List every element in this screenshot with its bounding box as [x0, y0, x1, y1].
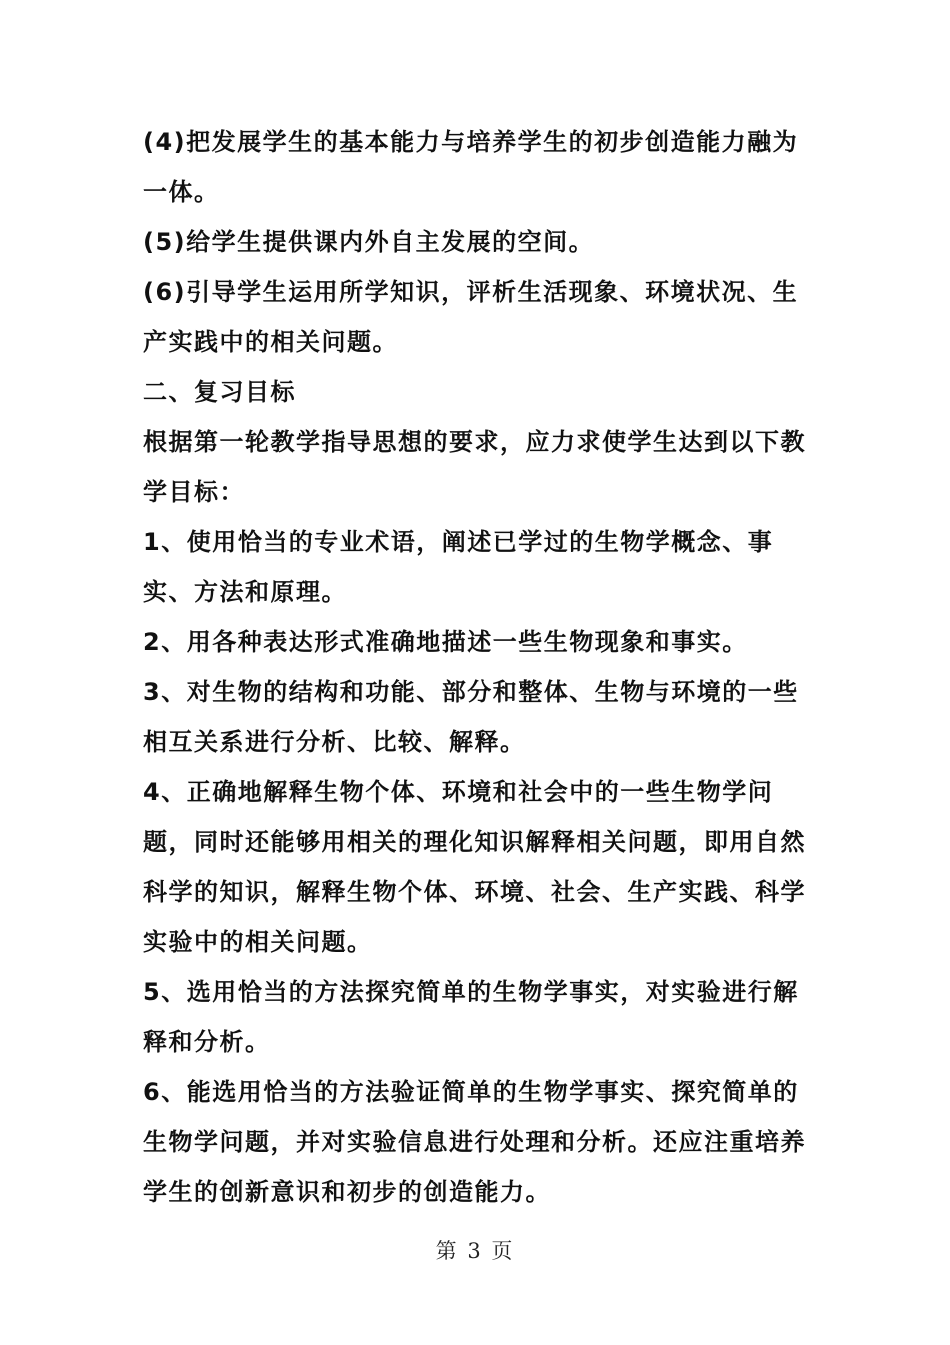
section-heading-review-goals: 二、复习目标: [143, 378, 296, 406]
goal-item-2: 2、用各种表达形式准确地描述一些生物现象和事实。: [143, 628, 748, 656]
paragraph-item-4: (4)把发展学生的基本能力与培养学生的初步创造能力融为一体。: [143, 128, 799, 206]
page-number: 第 3 页: [435, 1239, 515, 1263]
document-body: [143, 117, 813, 1217]
paragraph-item-5: (5)给学生提供课内外自主发展的空间。: [143, 228, 595, 256]
goal-item-3: 3、对生物的结构和功能、部分和整体、生物与环境的一些相互关系进行分析、比较、解释。: [143, 678, 799, 756]
paragraph-item-6: (6)引导学生运用所学知识，评析生活现象、环境状况、生产实践中的相关问题。: [143, 278, 799, 356]
goal-item-5: 5、选用恰当的方法探究简单的生物学事实，对实验进行解释和分析。: [143, 978, 799, 1056]
goal-item-4: 4、正确地解释生物个体、环境和社会中的一些生物学问题，同时还能够用相关的理化知识解释相关问题，即用自然科学的知识，解释生物个体、环境、社会、生产实践、科学实验中的相关问题。: [143, 778, 806, 956]
goal-item-6: 6、能选用恰当的方法验证简单的生物学事实、探究简单的生物学问题，并对实验信息进行处理和分析。还应注重培养学生的创新意识和初步的创造能力。: [143, 1078, 806, 1206]
paragraph-intro: 根据第一轮教学指导思想的要求，应力求使学生达到以下教学目标：: [143, 428, 806, 506]
goal-item-1: 1、使用恰当的专业术语，阐述已学过的生物学概念、事实、方法和原理。: [143, 528, 774, 606]
